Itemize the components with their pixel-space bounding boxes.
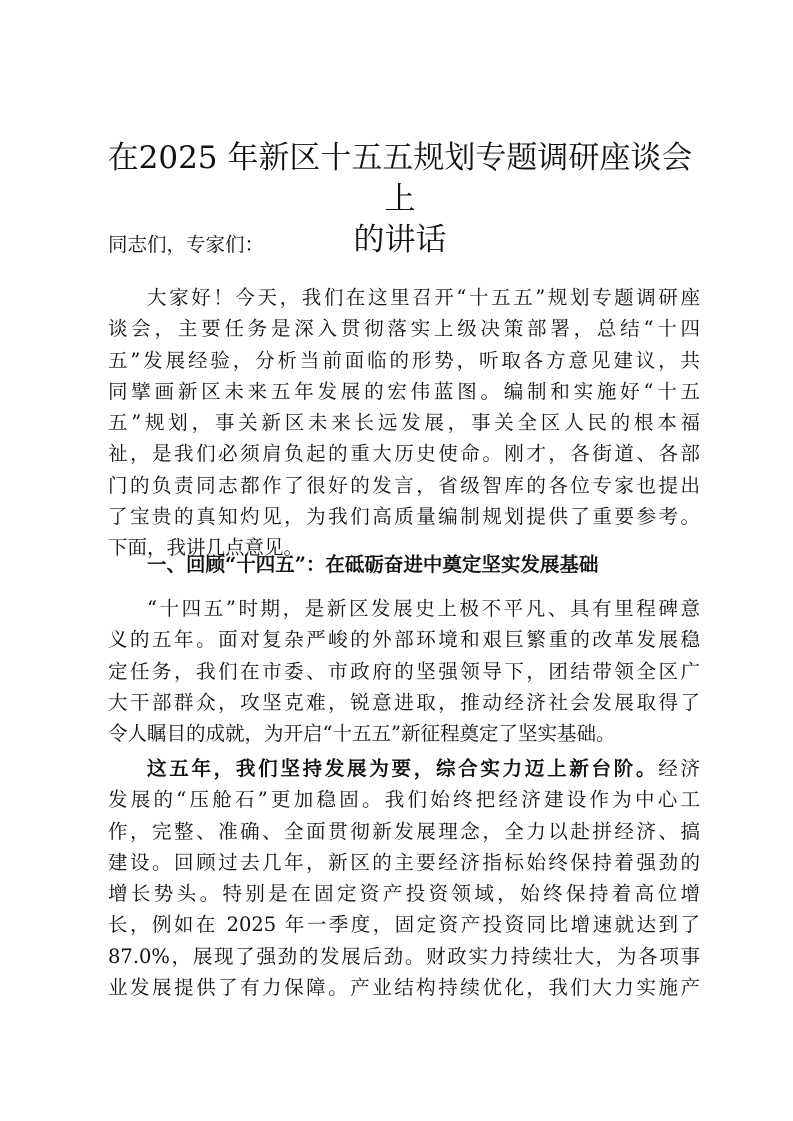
text-line: 同擘画新区未来五年发展的宏伟蓝图。编制和实施好“十五 — [108, 379, 700, 403]
text-line: 大家好！今天，我们在这里召开“十五五”规划专题调研座 — [147, 286, 700, 309]
salutation: 同志们，专家们： — [108, 233, 265, 256]
text-line: 义的五年。面对复杂严峻的外部环境和艰巨繁重的改革发展稳 — [108, 628, 700, 652]
text-line: 令人瞩目的成就，为开启“十五五”新征程奠定了坚实基础。 — [108, 722, 616, 746]
section-heading: 一、回顾“十四五”：在砥砺奋进中奠定坚实发展基础 — [147, 553, 599, 576]
text-line: 五”规划，事关新区未来长远发展，事关全区人民的根本福 — [108, 411, 700, 435]
paragraph-intro — [108, 282, 700, 564]
text-line: 下面，我讲几点意见。 — [108, 536, 304, 560]
text-line: 了宝贵的真知灼见，为我们高质量编制规划提供了重要参考。 — [108, 505, 700, 529]
text-line: 祉，是我们必须肩负起的重大历史使命。刚才，各街道、各部 — [108, 442, 700, 466]
text-line: 五”发展经验，分析当前面临的形势，听取各方意见建议，共 — [108, 348, 700, 372]
title-line: 在2025 年新区十五五规划专题调研座谈会上 — [107, 140, 693, 217]
text-line: “十四五”时期，是新区发展史上极不平凡、具有里程碑意 — [147, 597, 700, 620]
text-run: 经济 — [658, 757, 700, 780]
text-line: 业发展提供了有力保障。产业结构持续优化，我们大力实施产 — [108, 976, 700, 1000]
text-line — [108, 753, 700, 784]
text-line: 大干部群众，攻坚克难，锐意进取，推动经济社会发展取得了 — [108, 690, 700, 714]
text-line: 定任务，我们在市委、市政府的坚强领导下，团结带领全区广 — [108, 659, 700, 683]
text-line: 建设。回顾过去几年，新区的主要经济指标始终保持着强劲的 — [108, 850, 700, 874]
text-line: 谈会，主要任务是深入贯彻落实上级决策部署，总结“十四 — [108, 317, 700, 341]
text-line: 作，完整、准确、全面贯彻新发展理念，全力以赴拼经济、搞 — [108, 819, 700, 843]
text-line: 87.0%，展现了强劲的发展后劲。财政实力持续壮大，为各项事 — [108, 944, 700, 968]
bold-lead-sentence: 这五年，我们坚持发展为要，综合实力迈上新台阶。 — [147, 757, 659, 780]
text-line: 门的负责同志都作了很好的发言，省级智库的各位专家也提出 — [108, 473, 700, 497]
title-line: 的讲话 — [353, 222, 447, 258]
paragraph-review — [108, 593, 700, 749]
text-line: 发展的“压舱石”更加稳固。我们始终把经济建设作为中心工 — [108, 788, 700, 812]
text-line: 长，例如在 2025 年一季度，固定资产投资同比增速就达到了 — [108, 913, 700, 937]
paragraph-achievements — [108, 753, 700, 1003]
text-line: 增长势头。特别是在固定资产投资领域，始终保持着高位增 — [108, 882, 700, 906]
